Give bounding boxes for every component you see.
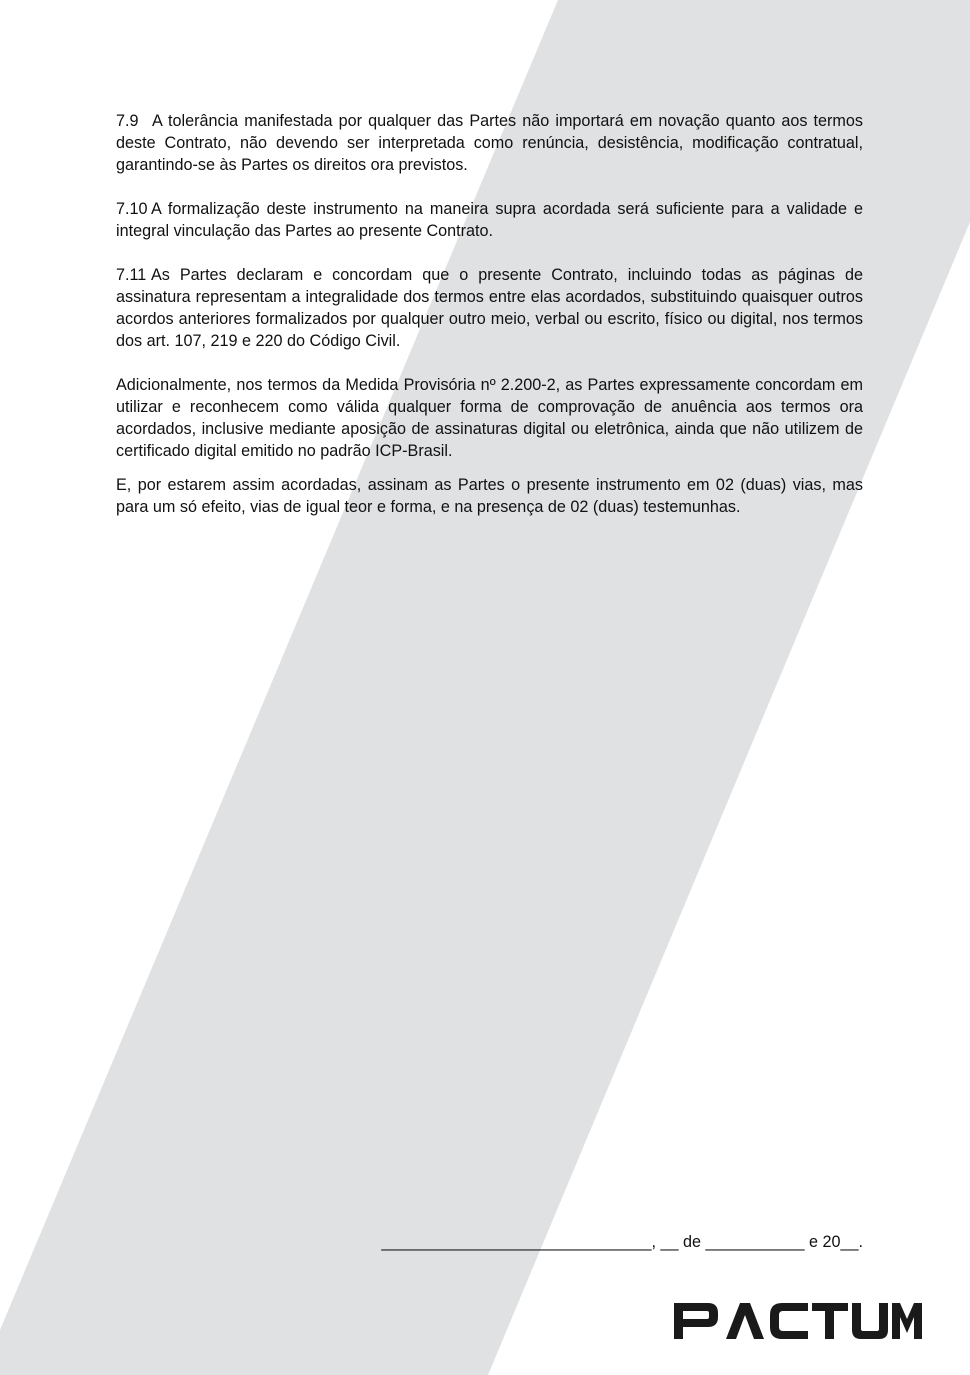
clause-number: 7.10 (116, 200, 148, 218)
clause-number: 7.11 (116, 266, 147, 284)
clause-text: As Partes declaram e concordam que o presente Contrato, incluindo todas as páginas de assinatura representam a integralidade dos termos entre elas acordados, substituindo quaisquer outros acordos anteriores formalizados por qualquer outro meio, verbal ou escrito, físico ou digital, nos termos dos art. 107, 219 e 220 do Código Civil. (116, 266, 863, 350)
clause-7-11 (116, 264, 863, 352)
pactum-logo (674, 1303, 922, 1339)
closing-paragraph: E, por estarem assim acordadas, assinam as Partes o presente instrumento em 02 (duas) vias, mas para um só efeito, vias de igual teor e forma, e na presença de 02 (duas) testemunhas. (116, 476, 863, 516)
place-date-line: ______________________________, __ de ___________ e 20__. (381, 1233, 863, 1251)
clause-text: A tolerância manifestada por qualquer das Partes não importará em novação quanto aos termos deste Contrato, não devendo ser interpretada como renúncia, desistência, modificação contratual, garantindo-se às Partes os direitos ora previstos. (116, 112, 863, 174)
clause-text: A formalização deste instrumento na maneira supra acordada será suficiente para a validade e integral vinculação das Partes ao presente Contrato. (116, 200, 863, 240)
contract-body (116, 110, 863, 518)
clause-7-10 (116, 198, 863, 242)
clause-7-9 (116, 110, 863, 176)
clause-number: 7.9 (116, 112, 139, 130)
additional-paragraph: Adicionalmente, nos termos da Medida Provisória nº 2.200-2, as Partes expressamente concordam em utilizar e reconhecem como válida qualquer forma de comprovação de anuência aos termos ora acordados, inclusive mediante aposição de assinaturas digital ou eletrônica, ainda que não utilizem de certificado digital emitido no padrão ICP-Brasil. (116, 376, 863, 460)
